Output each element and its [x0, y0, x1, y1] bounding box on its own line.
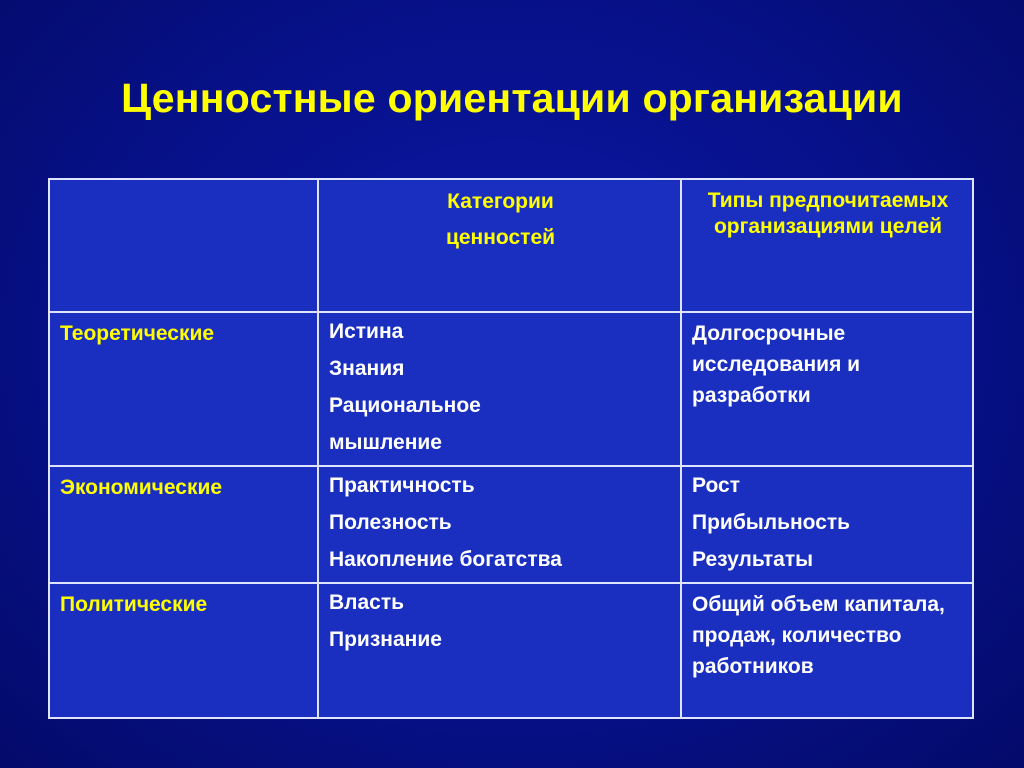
- values-table: [48, 178, 974, 719]
- header-value-categories: [318, 179, 681, 312]
- economic-values-cell: [318, 466, 681, 583]
- political-values-cell: [318, 583, 681, 718]
- value-item: Полезность: [329, 511, 452, 534]
- table-row: [49, 312, 973, 466]
- value-item: Накопление богатства: [329, 548, 562, 571]
- row-label-theoretical: Теоретические: [49, 312, 318, 466]
- theoretical-goals-cell: Долгосрочные исследования и разработки: [681, 312, 973, 466]
- value-item: Рациональное: [329, 394, 481, 417]
- theoretical-values-cell: [318, 312, 681, 466]
- row-label-economic: Экономические: [49, 466, 318, 583]
- value-item: Знания: [329, 357, 405, 380]
- header-value-categories-line-2: ценностей: [445, 226, 556, 249]
- economic-goals-cell: [681, 466, 973, 583]
- header-goal-types: Типы предпочитаемых организациями целей: [681, 179, 973, 312]
- header-value-categories-line-1: Категории: [447, 190, 554, 213]
- value-item: Власть: [329, 591, 405, 614]
- table-header-row: [49, 179, 973, 312]
- row-label-political: Политические: [49, 583, 318, 718]
- goal-item: Рост: [692, 474, 740, 497]
- header-corner-cell: [49, 179, 318, 312]
- value-item: Признание: [329, 628, 442, 651]
- slide-title: Ценностные ориентации организации: [121, 75, 903, 121]
- goal-item: Результаты: [692, 548, 814, 571]
- value-item: мышление: [329, 431, 442, 454]
- value-item: Истина: [329, 320, 404, 343]
- table-row: [49, 583, 973, 718]
- goal-item: Прибыльность: [692, 511, 851, 534]
- value-item: Практичность: [329, 474, 475, 497]
- table-row: [49, 466, 973, 583]
- political-goals-cell: Общий объем капитала, продаж, количество работников: [681, 583, 973, 718]
